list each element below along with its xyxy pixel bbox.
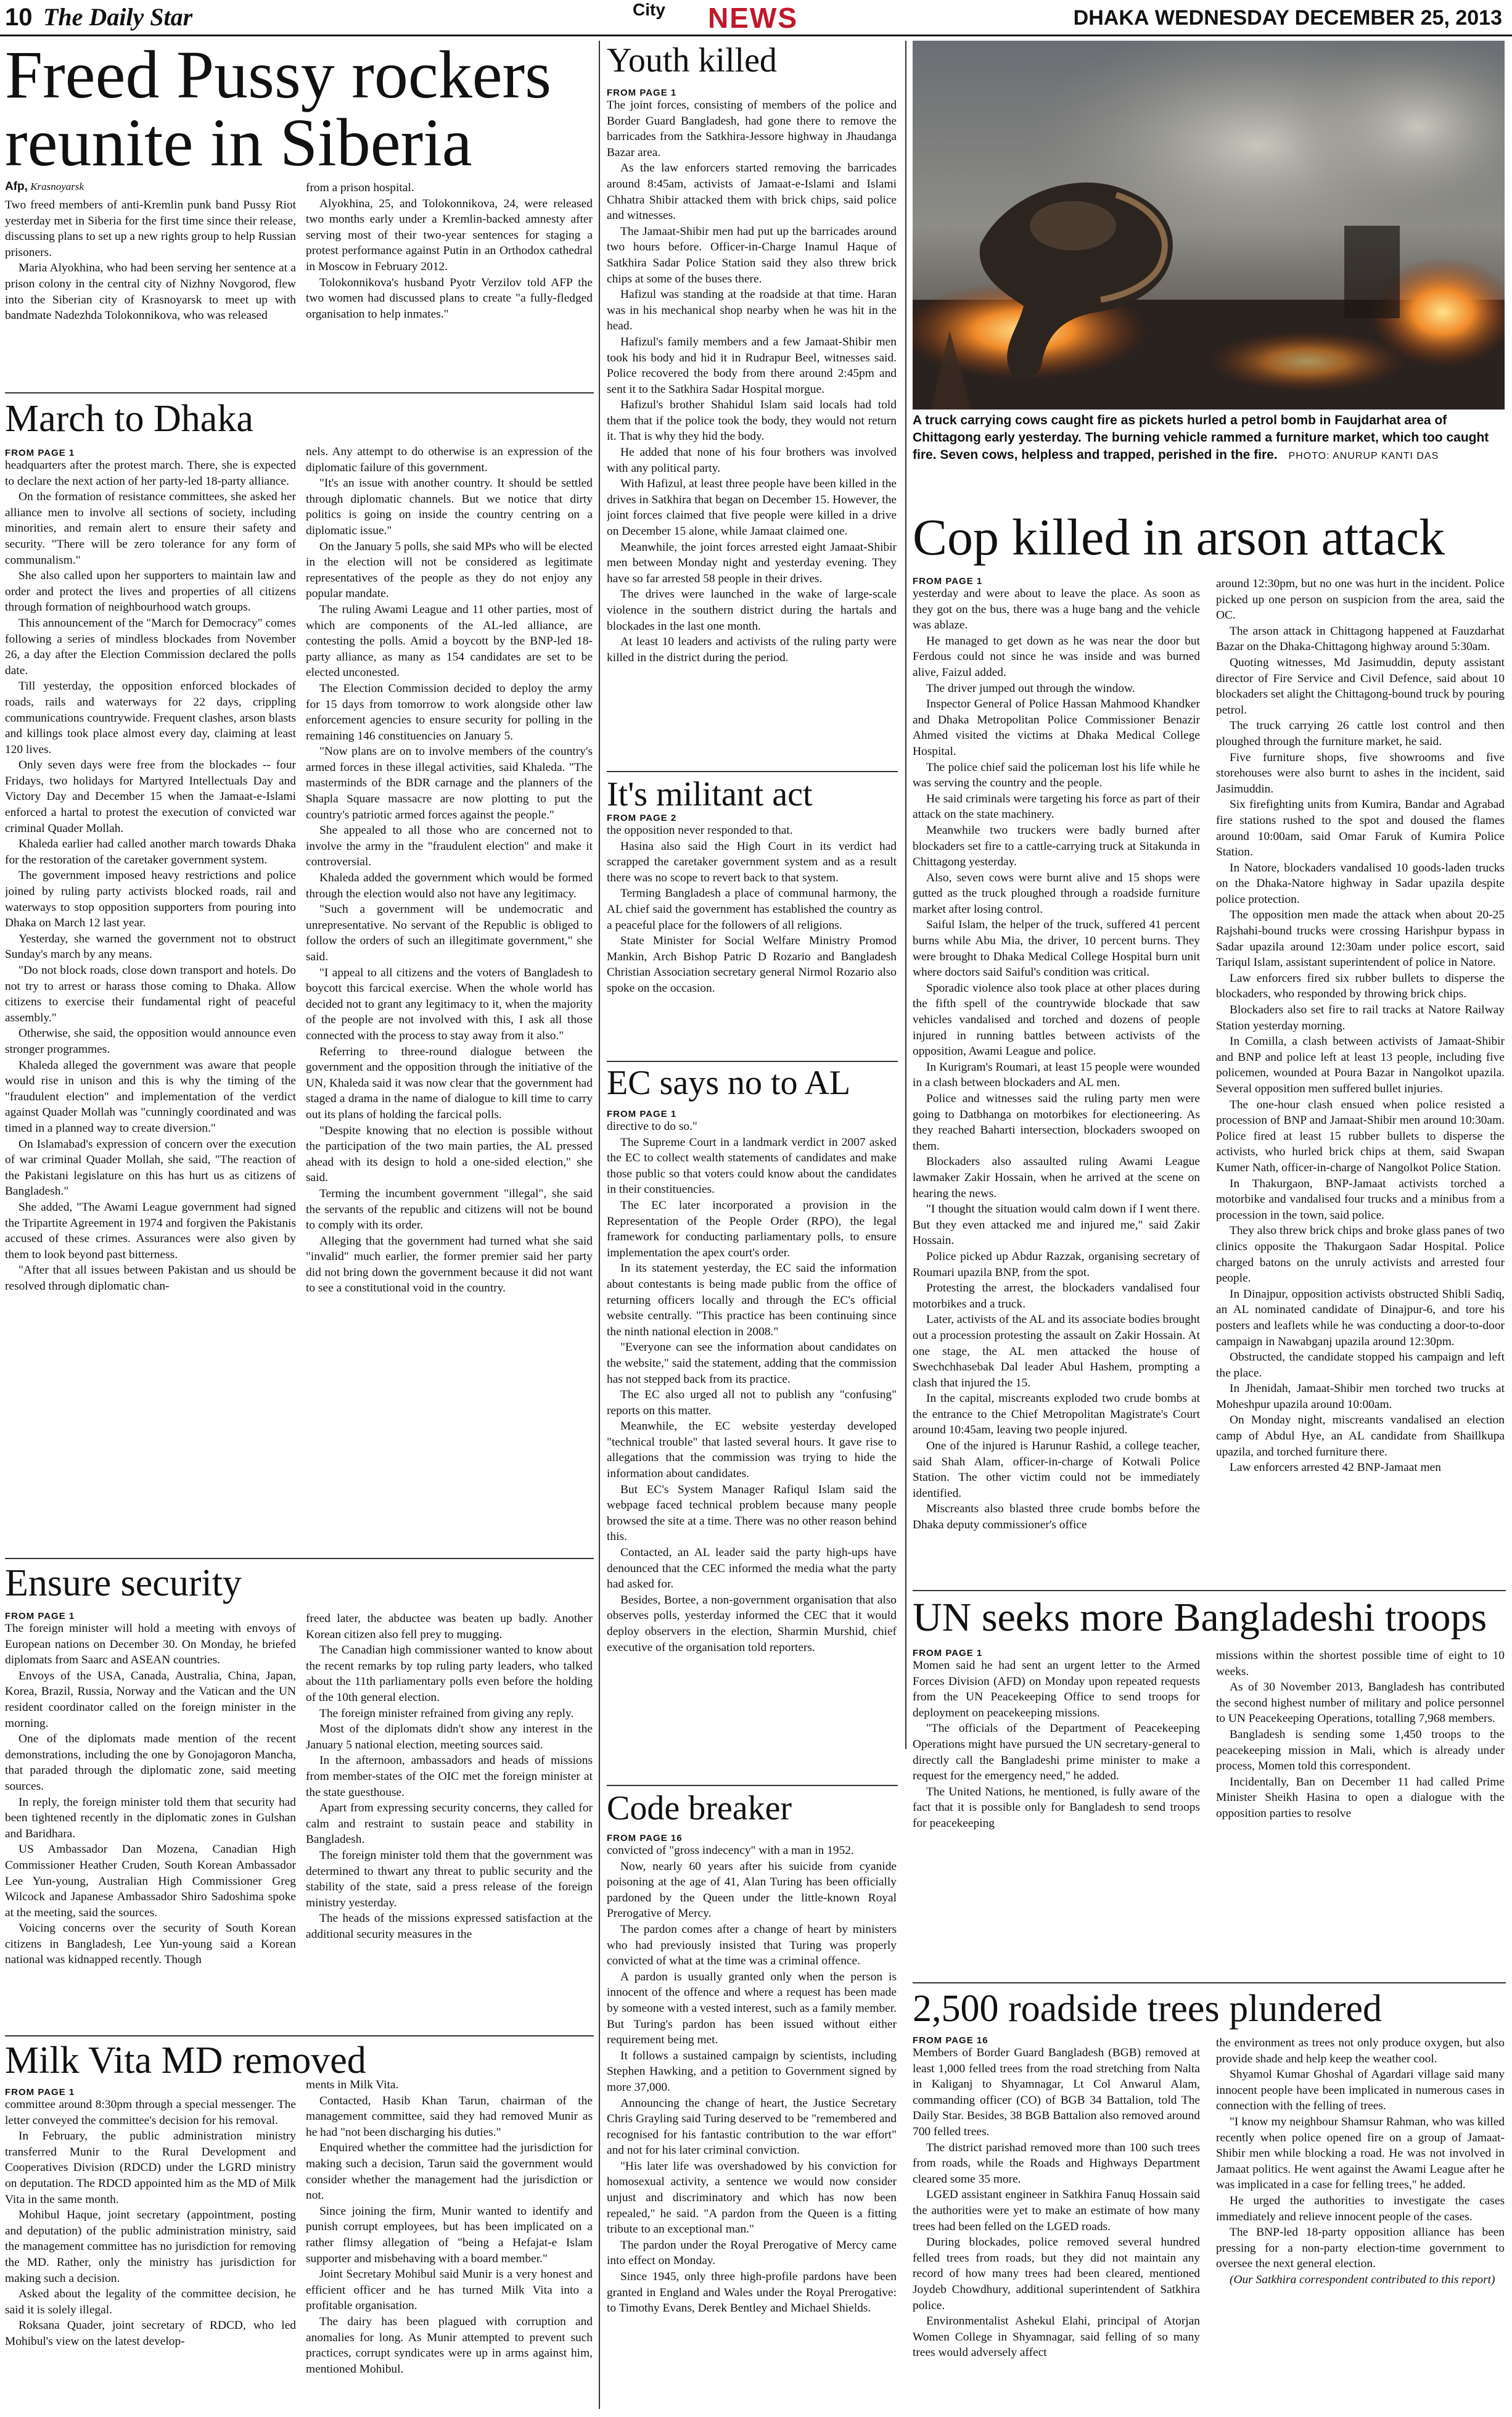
paragraph: Miscreants also blasted three crude bombs before the Dhaka deputy commissioner's office <box>913 1502 1200 1532</box>
paragraph: One of the diplomats made mention of the recent demonstrations, including the one by Gonojagoron Mancha, that paraded through the diplomatic zone, said meeting sources. <box>5 1732 296 1793</box>
paragraph: Law enforcers fired six rubber bullets to disperse the blockaders, who responded by throwing brick chips. <box>1216 971 1505 1001</box>
headline: Freed Pussy rockers reunite in Siberia <box>5 37 551 180</box>
article-body-col2 <box>1216 576 1505 1585</box>
article-body-col2 <box>1216 2035 1505 2411</box>
paragraph: Momen said he had sent an urgent letter to the Armed Forces Division (AFD) on Monday upon repeated requests from the UN Peacekeeping Office to send troops for deployment on peacekeeping missions. <box>913 1659 1200 1719</box>
paragraph: Roksana Quader, joint secretary of RDCD, who led Mohibul's view on the latest develop- <box>5 2319 296 2348</box>
headline: Ensure security <box>5 1562 242 1604</box>
paragraph: "Everyone can see the information about candidates on the website," said the statement, adding that the commission has not stepped back from its practice. <box>607 1341 897 1386</box>
paragraph: In the capital, miscreants exploded two crude bombs at the entrance to the Chief Metropolitan Magistrate's Court around 10:45am, leaving two people injured. <box>913 1392 1200 1437</box>
paragraph: headquarters after the protest march. There, she is expected to declare the next action of her party-led 18-party alliance. <box>5 459 296 488</box>
paragraph: freed later, the abductee was beaten up badly. Another Korean citizen also fell prey to mugging. <box>306 1612 593 1641</box>
article-body-col1 <box>5 458 296 1549</box>
photo-caption <box>913 412 1498 465</box>
paragraph: The dairy has been plagued with corruption and anomalies for long. As Munir attempted to prevent such practices, corrupt syndicates were up in arms against him, mentioned Mohibul. <box>306 2315 593 2376</box>
paragraph: Sporadic violence also took place at other places during the fifth spell of the countrywide blockade that saw vehicles vandalised and torched and dozens of people injured in running battles between activists of the opposition, Awami League and police. <box>913 981 1200 1058</box>
article-body <box>607 823 897 1056</box>
paragraph: "Now plans are on to involve members of the country's armed forces in these illegal activities, said Khaleda. "The masterminds of the BDR carnage and the planners of the Shapla Square massacre are now plotting to put the country's patriotic armed forces against the people." <box>306 745 593 821</box>
headline: Cop killed in arson attack <box>913 509 1445 566</box>
paragraph: She appealed to all those who are concerned not to involve the army in the "fraudulent election" and make it controversial. <box>306 824 593 869</box>
paragraph: One of the injured is Harunur Rashid, a college teacher, said Shah Alam, officer-in-charge of Kotwali Police Station. The other victim could not be immediately identified. <box>913 1439 1200 1500</box>
paragraph: Quoting witnesses, Md Jasimuddin, deputy assistant director of Fire Service and Civil Defence, said about 10 blockaders set alight the Chittagong-bound truck by pouring petrol. <box>1216 656 1505 717</box>
paragraph: convicted of "gross indecency" with a man in 1952. <box>607 1844 854 1857</box>
paragraph: During blockades, police removed several hundred felled trees from roads, but they did not maintain any record of how many trees had been cleared, mentioned Joydeb Chowdhury, additional superintendent of Satkhira police. <box>913 2236 1200 2312</box>
paragraph: The foreign minister refrained from giving any reply. <box>319 1707 574 1720</box>
paragraph: Terming Bangladesh a place of communal harmony, the AL chief said the government has established the country as a peaceful place for the followers of all religions. <box>607 887 897 932</box>
paragraph: On the January 5 polls, she said MPs who will be elected in the election will not be considered as legitimate representatives of the people as they do not enjoy any popular mandate. <box>306 540 593 601</box>
paragraph: Till yesterday, the opposition enforced blockades of roads, rails and waterways for 22 days, crippling communications countrywide. Frequent clashes, arson blasts and killings took place almost every day, claiming at least 120 lives. <box>5 680 296 756</box>
paragraph: Bangladesh is sending some 1,450 troops to the peacekeeping mission in Mali, which is already under process, Momen told this correspondent. <box>1216 1727 1505 1773</box>
paragraph: In February, the public administration ministry transferred Munir to the Rural Development and Cooperatives Division (RDCD) under the LGRD ministry on deputation. The RDCD appointed him as the MD of Milk Vita in the same month. <box>5 2130 296 2206</box>
from-page: FROM PAGE 1 <box>5 1611 75 1621</box>
article-body-col1 <box>913 2045 1200 2411</box>
article-body-col2 <box>1216 1648 1505 1982</box>
paragraph: Announcing the change of heart, the Justice Secretary Chris Grayling said Turing deserved to be "remembered and recognised for his fantastic contribution to the war effort" and not for his later criminal conviction. <box>607 2096 897 2157</box>
paragraph: Inspector General of Police Hassan Mahmood Khandker and Dhaka Metropolitan Police Commissioner Benazir Ahmed visited the victims at Dhaka Medical College Hospital. <box>913 698 1200 758</box>
paragraph: Two freed members of anti-Kremlin punk band Pussy Riot yesterday met in Siberia for the first time since their release, discussing plans to set up a new rights group to help Russian prisoners. <box>5 199 296 259</box>
paragraph: Besides, Bortee, a non-government organisation that also observes polls, yesterday informed the CEC that it would deploy observers in the election, Sharmin Murshid, chief executive of the organisation told reporters. <box>607 1593 897 1654</box>
paragraph: The government imposed heavy restrictions and police joined by ruling party activists blocked roads, rail and waterways to stop opposition supporters from pouring into Dhaka on March 12 last year. <box>5 869 296 930</box>
paragraph: Otherwise, she said, the opposition would announce even stronger programmes. <box>5 1027 296 1056</box>
paragraph: Only seven days were free from the blockades -- four Fridays, two holidays for Martyred Intellectuals Day and Victory Day and December 15 when the Jamaat-e-Islami enforced a hartal to protest the execution of convicted war criminal Quader Mollah. <box>5 759 296 835</box>
from-page: FROM PAGE 1 <box>607 1109 677 1119</box>
paragraph: The ruling Awami League and 11 other parties, most of which are components of the AL-led alliance, are contesting the polls. Amid a boycott by the BNP-led 18-party alliance, as many as 154 candidates are set to be elected unconested. <box>306 603 593 680</box>
paragraph: In Thakurgaon, BNP-Jamaat activists torched a motorbike and vandalised four trucks and a minibus from a procession in the town, said police. <box>1216 1177 1505 1222</box>
section-label: City <box>633 0 665 19</box>
paragraph: directive to do so." <box>607 1120 697 1133</box>
paragraph: Members of Border Guard Bangladesh (BGB) removed at least 1,000 felled trees from the road stretching from Nalta in Kaliganj to Shyamnagar, Lt Col Anwarul Alam, commanding officer (CO) of BGB 34 Battalion, told The Daily Star. Besides, 38 BGB Battalion also removed around 700 felled trees. <box>913 2046 1200 2138</box>
paragraph: nels. Any attempt to do otherwise is an expression of the diplomatic failure of this government. <box>306 445 593 474</box>
paragraph: Since 1945, only three high-profile pardons have been granted in England and Wales under the Royal Prerogative: to Timothy Evans, Derek Bentley and Michael Shields. <box>607 2270 897 2315</box>
paragraph: In Comilla, a clash between activists of Jamaat-Shibir and BNP and police left at least 13 people, including five policemen, wounded at Poura Bazar in Nangolkot upazila. Several opposition men suffered bullet injuries. <box>1216 1035 1505 1095</box>
paragraph: The driver jumped out through the window. <box>926 681 1135 695</box>
headline: March to Dhaka <box>5 398 253 440</box>
byline-agency: Afp, <box>5 180 28 193</box>
article-pussy <box>5 37 591 180</box>
paragraph: In Natore, blockaders vandalised 10 goods-laden trucks on the Dhaka-Natore highway in Sadar upazila despite police protection. <box>1216 861 1505 906</box>
paragraph: The EC later incorporated a provision in the Representation of the People Order (RPO), the legal framework for conducting parliamentary polls, to ensure implementation the apex court's order. <box>607 1198 897 1259</box>
paragraph: Most of the diplomats didn't show any interest in the January 5 national election, meeting sources said. <box>306 1723 593 1752</box>
paragraph: The EC also urged all not to publish any "confusing" reports on this matter. <box>607 1388 897 1417</box>
paragraph: Law enforcers arrested 42 BNP-Jamaat men <box>1230 1461 1441 1475</box>
paragraph: Later, activists of the AL and its associate bodies brought out a procession protesting the assault on Zakir Hossain. At one stage, the AL men attacked the house of Swechchhasebak Dal leader Abul Hashem, prompting a clash that injured the 15. <box>913 1313 1200 1390</box>
paragraph: Khaleda added the government which would be formed through the election would also not have any legitimacy. <box>306 871 593 900</box>
divider <box>607 1061 898 1062</box>
paragraph: Voicing concerns over the security of South Korean citizens in Bangladesh, Lee Yun-young said a Korean national was kidnapped recently. Though <box>5 1922 296 1967</box>
paragraph: Environmentalist Ashekul Elahi, principal of Atorjan Women College in Shyamnagar, said felling of so many trees would adversely affect <box>913 2315 1200 2360</box>
header-rule <box>0 35 1512 36</box>
article-body-col2 <box>306 2077 593 2411</box>
paragraph: As of 30 November 2013, Bangladesh has contributed the second highest number of military and police personnel to UN Peacekeeping Operations, totalling 7,968 members. <box>1216 1681 1505 1726</box>
paragraph: In reply, the foreign minister told them that security had been tightened recently in the diplomatic zones in Gulshan and Baridhara. <box>5 1795 296 1840</box>
paragraph: Blockaders also assaulted ruling Awami League lawmaker Zakir Hossain, when he arrived at the scene on hearing the news. <box>913 1155 1200 1200</box>
from-page: FROM PAGE 1 <box>5 2087 75 2098</box>
paragraph: The district parishad removed more than 100 such trees from roads, while the Roads and Highways Department cleared some 35 more. <box>913 2141 1200 2186</box>
paragraph: Asked about the legality of the committee decision, he said it is solely illegal. <box>5 2287 296 2316</box>
paragraph: Police picked up Abdur Razzak, organising secretary of Roumari upazila BNP, from the spot. <box>913 1250 1200 1279</box>
paragraph: Obstructed, the candidate stopped his campaign and left the place. <box>1216 1351 1505 1380</box>
headline: UN seeks more Bangladeshi troops <box>913 1595 1487 1640</box>
headline: EC says no to AL <box>607 1064 851 1102</box>
paragraph: He managed to get down as he was near the door but Ferdous could not since he was inside and was burned alive, Faizul added. <box>913 634 1200 679</box>
paragraph: On the formation of resistance committees, she asked her alliance men to involve all sections of society, including minorities, and remain alert to ensure their safety and security. "There will be zero tolerance for any form of communalism." <box>5 490 296 567</box>
paragraph: The police chief said the policeman lost his life while he was serving the country and the people. <box>913 760 1200 790</box>
paragraph: Blockaders also set fire to rail tracks at Natore Railway Station yesterday morning. <box>1216 1003 1505 1032</box>
page-header <box>0 0 1512 36</box>
paragraph: The Jamaat-Shibir men had put up the barricades around two hours before. Officer-in-Charge Inamul Haque of Satkhira Sadar Police Station said they also threw brick chips at some of the buses there. <box>607 224 897 286</box>
article-body-col1 <box>5 197 296 382</box>
column-rule <box>905 41 906 1749</box>
paragraph: "I appeal to all citizens and the voters of Bangladesh to boycott this farcical exercise. When the whole world has decided not to grant any legitimacy to it, when the majority of the people are not involved with this, I ask all those connected with the process to stay away from it also." <box>306 966 593 1042</box>
paragraph: Police and witnesses said the ruling party men were going to Datbhanga on motorbikes for electioneering. As they reached Baharti intersection, blockaders swooped on them. <box>913 1092 1200 1153</box>
paragraph: Contacted, an AL leader said the party high-ups have denounced that the CEC informed the media what the party had asked for. <box>607 1546 897 1591</box>
paragraph: The joint forces, consisting of members of the police and Border Guard Bangladesh, had gone there to remove the barricades from the Satkhira-Jessore highway in Jhaudanga Bazar area. <box>607 99 897 159</box>
paragraph: The Canadian high commissioner wanted to know about the recent remarks by top ruling party leaders, who talked about the 11th parliamentary polls even before the holding of the 10th general election. <box>306 1644 593 1704</box>
paragraph: "Such a government will be undemocratic and unrepresentative. No servant of the Republic is obliged to follow the orders of such an illegitimate government," she said. <box>306 903 593 963</box>
paragraph: Contacted, Hasib Khan Tarun, chairman of the management committee, said they had removed Munir as he had "not been discharging his duties." <box>306 2094 593 2139</box>
paragraph: Envoys of the USA, Canada, Australia, China, Japan, Korea, Brazil, Russia, Norway and the Vatican and the UN resident coordinator called on the foreign minister in the morning. <box>5 1669 296 1730</box>
dateline-date: WEDNESDAY DECEMBER 25, 2013 <box>1154 6 1502 30</box>
divider <box>607 771 898 772</box>
paragraph: Saiful Islam, the helper of the truck, suffered 41 percent burns while Abu Mia, the driver, 10 percent burns. They were brought to Dhaka Medical College Hospital burn unit where doctors said Saiful's condition was critical. <box>913 918 1200 979</box>
paragraph: the environment as trees not only produce oxygen, but also provide shade and help keep the weather cool. <box>1216 2036 1505 2065</box>
paragraph: Yesterday, she warned the government not to obstruct Sunday's march by any means. <box>5 932 296 961</box>
paragraph: Hafizul was standing at the roadside at that time. Haran was in his mechanical shop nearby when he was hit in the head. <box>607 288 897 333</box>
paragraph: Alyokhina, 25, and Tolokonnikova, 24, were released two months early under a Kremlin-backed amnesty after serving most of their two-year sentences for staging a protest performance against Putin in an Orthodox cathedral in Moscow in February 2012. <box>306 197 593 273</box>
paragraph: Enquired whether the committee had the jurisdiction for making such a decision, Tarun said the government would consider whether the management had the jurisdiction or not. <box>306 2141 593 2202</box>
page-number: 10 <box>5 4 33 31</box>
article-body <box>607 1843 897 2411</box>
paragraph: On Islamabad's expression of concern over the execution of war criminal Quader Mollah, she said, "The reaction of the Pakistani legislature on this has hurt us as citizens of Bangladesh." <box>5 1137 296 1198</box>
paragraph: committee around 8:30pm through a special messenger. The letter conveyed the committee's decision for his removal. <box>5 2098 296 2127</box>
paragraph: missions within the shortest possible time of eight to 10 weeks. <box>1216 1649 1505 1678</box>
paragraph: Five furniture shops, five showrooms and five storehouses were also burnt to ashes in the incident, said Jasimuddin. <box>1216 751 1505 796</box>
paragraph: Meanwhile, the EC website yesterday developed "technical trouble" that lasted several hours. It gave rise to allegations that the commission was trying to hide the information about candidates. <box>607 1420 897 1481</box>
paragraph: They also threw brick chips and broke glass panes of two clinics opposite the Thakurgaon Sadar Hospital. Police charged batons on the unruly activists and arrested four people. <box>1216 1224 1505 1285</box>
paragraph: LGED assistant engineer in Satkhira Fanuq Hossain said the authorities were yet to make an estimate of how many trees had been felled on the LGED roads. <box>913 2188 1200 2233</box>
paragraph: The pardon comes after a change of heart by ministers who had previously insisted that Turing was properly convicted of what at the time was a criminal offence. <box>607 1922 897 1968</box>
article-body <box>607 97 897 765</box>
paragraph: Khaleda alleged the government was aware that people would rise in unison and this is why the timing of the "fraudulent election" and implementation of the verdict against Quader Mollah was "cunningly coordinated and was timed in a planned way to create diversion." <box>5 1058 296 1135</box>
paragraph: "The officials of the Department of Peacekeeping Operations might have pursued the UN secretary-general to directly call the Bangladeshi prime minister to make a request for the emergency need," he added. <box>913 1722 1200 1783</box>
paragraph: In Dinajpur, opposition activists obstructed Shibli Sadiq, an AL nominated candidate of Dinajpur-6, and tore his posters and leaflets while he was conducting a door-to-door campaign in Nawabganj upazila around 12:30pm. <box>1216 1287 1505 1348</box>
paragraph: "Despite knowing that no election is possible without the participation of the two main parties, the AL pressed ahead with its design to hold a one-sided election," she said. <box>306 1124 593 1185</box>
divider <box>913 1982 1506 1983</box>
paragraph: At least 10 leaders and activists of the ruling party were killed in the district during the period. <box>607 635 897 664</box>
paragraph: "After that all issues between Pakistan and us should be resolved through diplomatic chan- <box>5 1264 296 1293</box>
paragraph: The United Nations, he mentioned, is fully aware of the fact that it is possible only for Bangladesh to send troops for peacekeeping <box>913 1785 1200 1830</box>
paragraph: In its statement yesterday, the EC said the information about contestants is being made public from the office of returning officers locally and through the EC's official website centrally. "This practice has been continuing since the ninth national election in 2008." <box>607 1262 897 1338</box>
from-page: FROM PAGE 1 <box>913 576 983 587</box>
from-page: FROM PAGE 1 <box>913 1648 983 1658</box>
divider <box>913 1590 1506 1591</box>
paragraph: A pardon is usually granted only when the person is innocent of the offence and where a request has been made by someone with a vested interest, such as a family member. But Turing's pardon has been issued without either requirement being met. <box>607 1970 897 2047</box>
paragraph: US Ambassador Dan Mozena, Canadian High Commissioner Heather Cruden, South Korean Ambassador Lee Yun-young, Australian High Commissioner Greg Wilcock and Japanese Ambassador Shiro Sadoshima spoke at the meeting, said the sources. <box>5 1843 296 1919</box>
paragraph: The one-hour clash ensued when police resisted a procession of BNP and Jamaat-Shibir men around 10:30am. Police fired at least 15 rubber bullets to disperse the activists, who hurled brick chips at them, said Swapan Kumer Nath, officer-in-charge of Nangolkot Police Station. <box>1216 1098 1505 1174</box>
divider <box>5 1558 594 1559</box>
paragraph: But EC's System Manager Rafiqul Islam said the webpage faced technical problem because many people browsed the site at a time. There was no other reason behind this. <box>607 1483 897 1544</box>
headline: Code breaker <box>607 1789 792 1827</box>
article-body-col1 <box>913 586 1200 1585</box>
paragraph: In Kurigram's Roumari, at least 15 people were wounded in a clash between blockaders and AL men. <box>913 1060 1200 1090</box>
paragraph: Hasina also said the High Court in its verdict had scrapped the caretaker government system and as a result there was no scope to revert back to that system. <box>607 839 897 884</box>
paragraph: She also called upon her supporters to maintain law and order and protect the lives and properties of all citizens through formation of neighbourhood watch groups. <box>5 569 296 614</box>
paragraph: He added that none of his four brothers was involved with any political party. <box>607 446 897 475</box>
paragraph: "His later life was overshadowed by his conviction for homosexual activity, a sentence we would now consider unjust and discriminatory and which has now been repealed," he said. "A pardon from the Queen is a fitting tribute to an exceptional man." <box>607 2159 897 2236</box>
paragraph: "I know my neighbour Shamsur Rahman, who was killed recently when police opened fire on a group of Jamaat-Shibir men while blocking a road. He was not involved in Jamaat politics. He went against the Awami League after he was implicated in a case for felling trees," he added. <box>1216 2115 1505 2192</box>
paragraph: This announcement of the "March for Democracy" comes following a series of mindless blockades from November 26, a day after the Election Commission declared the polls date. <box>5 616 296 677</box>
paragraph: yesterday and were about to leave the place. As soon as they got on the bus, there was a huge bang and the vehicle was ablaze. <box>913 587 1200 632</box>
paragraph: The Supreme Court in a landmark verdict in 2007 asked the EC to collect wealth statements of candidates and make those public so that voters could know about the candidates in their constituencies. <box>607 1135 897 1196</box>
paragraph: Tolokonnikova's husband Pyotr Verzilov told AFP the two women had discussed plans to create "a fully-fledged organisation to help inmates." <box>306 276 593 321</box>
from-page: FROM PAGE 16 <box>913 2035 988 2046</box>
article-body-col1 <box>5 2097 296 2411</box>
paragraph: The truck carrying 26 cattle lost control and then ploughed through the furniture market, he said. <box>1216 719 1505 748</box>
paragraph: The arson attack in Chittagong happened at Fauzdarhat Bazar on the Dhaka-Chittagong highway around 5:30am. <box>1216 624 1505 654</box>
paragraph: The foreign minister will hold a meeting with envoys of European nations on December 30. On Monday, he briefed diplomats from Saarc and ASEAN countries. <box>5 1622 296 1667</box>
paragraph: from a prison hospital. <box>306 181 414 194</box>
caption-text: A truck carrying cows caught fire as pickets hurled a petrol bomb in Faujdarhat area of Chittagong early yesterday. The burning vehicle rammed a furniture market, which too caught fire. Seven cows, helpless and trapped, perished in the fire. <box>913 413 1489 462</box>
paragraph: State Minister for Social Welfare Ministry Promod Mankin, Arch Bishop Patric D Rozario and Bangladesh Christian Association secretary general Nirmol Rozario also spoke on the occasion. <box>607 934 897 995</box>
article-body-col1 <box>5 1621 296 2028</box>
paragraph: Terming the incumbent government "illegal", she said the servants of the republic and citizens will not be bound to comply with its order. <box>306 1187 593 1232</box>
paragraph: Six firefighting units from Kumira, Bandar and Agrabad fire stations rushed to the spot and doused the flames around 10:00am, said Omar Faruk of Kumira Police Station. <box>1216 798 1505 859</box>
paragraph: The heads of the missions expressed satisfaction at the additional security measures in the <box>306 1912 593 1941</box>
paragraph: Alleging that the government had turned what she said "invalid" much earlier, the former premier said her party did not bring down the government because it did not want to see a constitutional void in the country. <box>306 1234 593 1295</box>
article-body-col2 <box>306 444 593 1551</box>
byline-place: Krasnoyarsk <box>30 181 84 192</box>
photo-credit: PHOTO: ANURUP KANTI DAS <box>1288 451 1439 461</box>
divider <box>5 392 594 393</box>
paragraph: (Our Satkhira correspondent contributed to this report) <box>1230 2273 1495 2286</box>
headline: Milk Vita MD removed <box>5 2040 366 2081</box>
paragraph: Since joining the firm, Munir wanted to identify and punish corrupt employees, but has been implicated on a rather flimsy allegation of "being a Hefajat-e Islam supporter and misbehaving with a board member." <box>306 2204 593 2265</box>
headline: It's militant act <box>607 775 813 813</box>
divider <box>5 2035 594 2036</box>
paragraph: Now, nearly 60 years after his suicide from cyanide poisoning at the age of 41, Alan Turing has been officially pardoned by the Queen under the little-known Royal Prerogative of Mercy. <box>607 1859 897 1921</box>
paragraph: She added, "The Awami League government had signed the Tripartite Agreement in 1974 and forgiven the Pakistanis accused of these crimes. Assurances were also given by them to look beyond past bitterness. <box>5 1200 296 1261</box>
headline: 2,500 roadside trees plundered <box>913 1988 1382 2030</box>
paragraph: "It's an issue with another country. It should be settled through diplomatic channels. But we notice that dirty politics is going on inside the country centring on a diplomatic issue." <box>306 477 593 537</box>
paragraph: Also, seven cows were burnt alive and 15 shops were gutted as the truck ploughed through a roadside furniture market after losing control. <box>913 871 1200 916</box>
paragraph: As the law enforcers started removing the barricades around 8:45am, activists of Jamaat-e-Islami and Islami Chhatra Shibir attacked them with brick chips, said police and witnesses. <box>607 162 897 223</box>
paragraph: The opposition men made the attack when about 20-25 Rajshahi-bound trucks were crossing Harishpur bypass in Sadar upazila around 12:30am under police escort, said Tariqul Islam, assistant superintendent of police in Natore. <box>1216 908 1505 970</box>
paragraph: Meanwhile two truckers were badly burned after blockaders set fire to a cattle-carrying truck at Sitakunda in Chittagong yesterday. <box>913 823 1200 869</box>
byline <box>5 180 84 194</box>
article-body <box>607 1119 897 1786</box>
paragraph: He said criminals were targeting his force as part of their attack on the state machinery. <box>913 792 1200 821</box>
paragraph: Referring to three-round dialogue between the government and the opposition through the initiative of the UN, Khaleda said it was now clear that the government had staged a drama in the name of dialogue to kill time to carry out its plans of holding the farcical polls. <box>306 1045 593 1121</box>
paragraph: Khaleda earlier had called another march towards Dhaka for the restoration of the caretaker government system. <box>5 838 296 867</box>
paragraph: Apart from expressing security concerns, they called for calm and restraint to sustain peace and stability in Bangladesh. <box>306 1801 593 1847</box>
paragraph: the opposition never responded to that. <box>607 824 793 837</box>
paragraph: Shyamol Kumar Ghoshal of Agardari village said many innocent people have been implicated in numerous cases in connection with the felling of trees. <box>1216 2068 1505 2113</box>
paragraph: The Election Commission decided to deploy the army for 15 days from tomorrow to work alongside other law enforcement agencies to ensure security for polling in the remaining 146 constituencies on January 5. <box>306 681 593 743</box>
fire-photo-image <box>913 41 1505 410</box>
article-body-col2 <box>306 1611 593 2028</box>
paragraph: With Hafizul, at least three people have been killed in the drives in Satkhira that began on December 15. However, the joint forces claimed that five people were killed in a drive on December 15 alone, while Jamaat claimed one. <box>607 477 897 538</box>
paragraph: Hafizul's brother Shahidul Islam said locals had told them that if the police took the body, they would not return it. That is why they hid the body. <box>607 398 897 443</box>
dateline-city: DHAKA <box>1073 6 1149 30</box>
paragraph: The BNP-led 18-party opposition alliance has been pressing for a non-party election-time government to oversee the next general election. <box>1216 2226 1505 2271</box>
paragraph: The drives were launched in the wake of large-scale violence in the southern district during the hartals and blockades in the last one month. <box>607 588 897 633</box>
from-page: FROM PAGE 1 <box>607 88 677 98</box>
masthead: The Daily Star <box>43 3 193 31</box>
dateline <box>1074 6 1502 30</box>
headline: Youth killed <box>607 41 777 80</box>
from-page: FROM PAGE 1 <box>5 448 75 458</box>
news-photo <box>913 41 1505 410</box>
paragraph: It follows a sustained campaign by scientists, including Stephen Hawking, and a petition to Government signed by more 37,000. <box>607 2049 897 2094</box>
section-title: NEWS <box>708 2 798 34</box>
paragraph: Mohibul Haque, joint secretary (appointment, posting and deputation) of the public administration ministry, said the management committee has no jurisdiction for removing the MD. Rather, only the ministry has jurisdiction for making such a decision. <box>5 2209 296 2285</box>
paragraph: Incidentally, Ban on December 11 had called Prime Minister Sheikh Hasina to open a dialogue with the opposition parties to resolve <box>1216 1775 1505 1820</box>
from-page: FROM PAGE 16 <box>607 1833 683 1843</box>
article-body-col2 <box>306 180 593 384</box>
paragraph: Hafizul's family members and a few Jamaat-Shibir men took his body and hid it in Rudrapur Beel, witnesses said. Police recovered the body from there around 2:45pm and sent it to the Satkhira Sadar Hospital morgue. <box>607 335 897 396</box>
paragraph: In the afternoon, ambassadors and heads of missions from member-states of the OIC met the foreign minister at the state guesthouse. <box>306 1754 593 1799</box>
paragraph: Protesting the arrest, the blockaders vandalised four motorbikes and a truck. <box>913 1282 1200 1311</box>
paragraph: "Do not block roads, close down transport and hotels. Do not try to arrest or harass those coming to Dhaka. Allow citizens to exercise their fundamental right of peaceful assembly." <box>5 964 296 1024</box>
paragraph: Maria Alyokhina, who had been serving her sentence at a prison colony in the central city of Nizhny Novgorod, flew into the Siberian city of Krasnoyarsk to meet up with bandmate Nadezhda Tolokonnikova, who was released <box>5 261 296 323</box>
paragraph: He urged the authorities to investigate the cases immediately and relieve innocent people of the cases. <box>1216 2194 1505 2223</box>
paragraph: Joint Secretary Mohibul said Munir is a very honest and efficient officer and he has turned Milk Vita into a profitable organisation. <box>306 2268 593 2313</box>
paragraph: "I thought the situation would calm down if I went there. But they even attacked me and injured me," said Zakir Hossain. <box>913 1203 1200 1248</box>
paragraph: around 12:30pm, but no one was hurt in the incident. Police picked up one person on suspicion from the area, said the OC. <box>1216 577 1505 622</box>
paragraph: The foreign minister told them that the government was determined to thwart any threat to public security and the stability of the state, said a press release of the foreign ministry yesterday. <box>306 1848 593 1909</box>
paragraph: On Monday night, miscreants vandalised an election camp of Abdul Hye, an AL candidate from Shaillkupa upazila, and torched furniture there. <box>1216 1414 1505 1459</box>
article-body-col1 <box>913 1658 1200 1982</box>
paragraph: ments in Milk Vita. <box>306 2078 399 2091</box>
paragraph: The pardon under the Royal Prerogative of Mercy came into effect on Monday. <box>607 2238 897 2268</box>
column-rule <box>599 41 600 2409</box>
from-page: FROM PAGE 2 <box>607 813 677 823</box>
paragraph: In Jhenidah, Jamaat-Shibir men torched two trucks at Moheshpur upazila around 10:00am. <box>1216 1382 1505 1411</box>
paragraph: Meanwhile, the joint forces arrested eight Jamaat-Shibir men between Monday night and yesterday evening. They have so far arrested 58 people in their drives. <box>607 540 897 585</box>
divider <box>607 1785 898 1786</box>
